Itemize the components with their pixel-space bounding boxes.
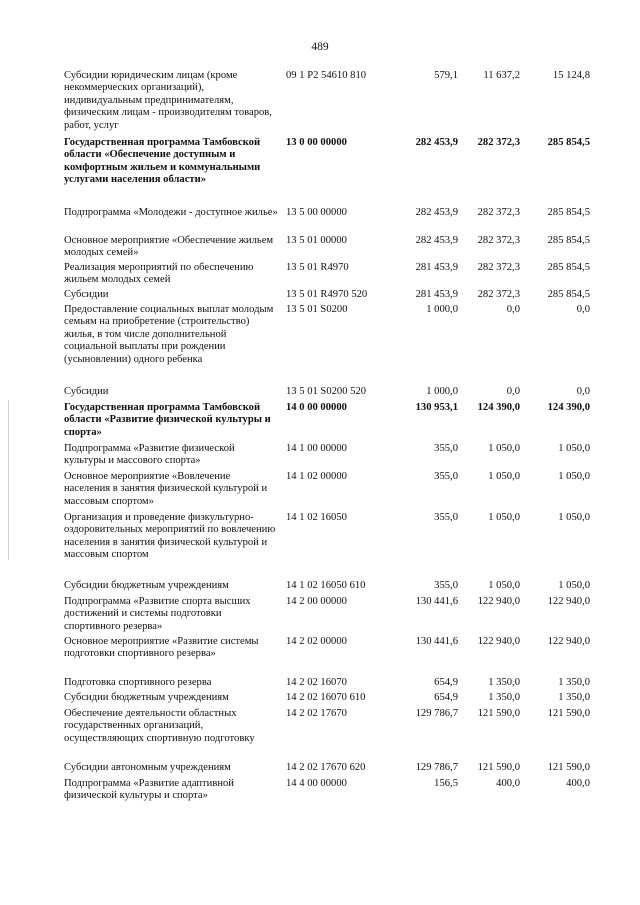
row-name: Основное мероприятие «Развитие системы подготовки спортивного резерва» bbox=[64, 636, 259, 660]
row-value-year1: 654,9 bbox=[434, 677, 458, 688]
row-value-year1: 579,1 bbox=[434, 70, 458, 81]
row-value-year3: 122 940,0 bbox=[547, 636, 590, 647]
row-value-year2: 1 050,0 bbox=[488, 443, 520, 454]
row-value-year1: 355,0 bbox=[434, 512, 458, 523]
row-value-year2: 122 940,0 bbox=[477, 636, 520, 647]
row-name: Субсидии бюджетным учреждениям bbox=[64, 692, 229, 703]
row-code: 14 2 02 16070 610 bbox=[286, 692, 366, 703]
row-name: Реализация мероприятий по обеспечению жильем молодых семей bbox=[64, 262, 254, 286]
row-name: Субсидии автономным учреждениям bbox=[64, 762, 231, 773]
row-value-year2: 0,0 bbox=[506, 304, 520, 315]
row-code: 14 2 02 17670 bbox=[286, 708, 347, 719]
row-value-year2: 282 372,3 bbox=[477, 235, 520, 246]
row-name: Подготовка спортивного резерва bbox=[64, 677, 212, 688]
row-value-year2: 282 372,3 bbox=[477, 207, 520, 218]
row-code: 14 2 02 16070 bbox=[286, 677, 347, 688]
row-code: 13 0 00 00000 bbox=[286, 137, 347, 148]
row-value-year3: 121 590,0 bbox=[547, 708, 590, 719]
row-code: 13 5 00 00000 bbox=[286, 207, 347, 218]
row-code: 13 5 01 R4970 520 bbox=[286, 289, 368, 300]
row-value-year1: 355,0 bbox=[434, 580, 458, 591]
row-value-year3: 1 050,0 bbox=[558, 443, 590, 454]
row-value-year2: 11 637,2 bbox=[483, 70, 520, 81]
row-value-year2: 282 372,3 bbox=[477, 262, 520, 273]
row-code: 13 5 01 00000 bbox=[286, 235, 347, 246]
row-value-year1: 156,5 bbox=[434, 778, 458, 789]
row-value-year3: 285 854,5 bbox=[547, 137, 590, 148]
page-number: 489 bbox=[311, 41, 329, 53]
row-value-year2: 122 940,0 bbox=[477, 596, 520, 607]
row-value-year2: 1 350,0 bbox=[488, 692, 520, 703]
row-value-year2: 400,0 bbox=[496, 778, 520, 789]
row-value-year2: 121 590,0 bbox=[477, 762, 520, 773]
row-code: 14 1 02 00000 bbox=[286, 471, 347, 482]
row-value-year3: 285 854,5 bbox=[547, 207, 590, 218]
row-value-year3: 285 854,5 bbox=[547, 262, 590, 273]
row-value-year1: 355,0 bbox=[434, 471, 458, 482]
row-value-year2: 121 590,0 bbox=[477, 708, 520, 719]
row-value-year1: 355,0 bbox=[434, 443, 458, 454]
row-code: 14 2 02 00000 bbox=[286, 636, 347, 647]
row-code: 13 5 01 R4970 bbox=[286, 262, 349, 273]
row-value-year2: 1 350,0 bbox=[488, 677, 520, 688]
row-name: Подпрограмма «Развитие спорта высших достижений и системы подготовки спортивного резерва» bbox=[64, 596, 251, 632]
row-value-year2: 1 050,0 bbox=[488, 580, 520, 591]
row-value-year2: 0,0 bbox=[506, 386, 520, 397]
row-name: Подпрограмма «Развитие адаптивной физической культуры и спорта» bbox=[64, 778, 234, 802]
row-value-year3: 1 050,0 bbox=[558, 471, 590, 482]
row-code: 14 0 00 00000 bbox=[286, 402, 347, 413]
row-value-year1: 282 453,9 bbox=[415, 235, 458, 246]
scan-margin-mark bbox=[8, 400, 9, 560]
row-name: Субсидии бюджетным учреждениям bbox=[64, 580, 229, 591]
row-value-year3: 122 940,0 bbox=[547, 596, 590, 607]
row-value-year3: 15 124,8 bbox=[552, 70, 590, 81]
row-value-year2: 1 050,0 bbox=[488, 512, 520, 523]
row-value-year3: 1 350,0 bbox=[558, 677, 590, 688]
row-name: Государственная программа Тамбовской области «Развитие физической культуры и спорта» bbox=[64, 402, 271, 438]
row-code: 14 1 02 16050 610 bbox=[286, 580, 366, 591]
row-name: Субсидии юридическим лицам (кроме некоммерческих организаций), индивидуальным предпринимателям, физическим лицам - производителям товаров, работ, услуг bbox=[64, 70, 272, 131]
row-name: Организация и проведение физкультурно-оздоровительных мероприятий по вовлечению населения в занятия физической культурой и массовым спортом bbox=[64, 512, 276, 561]
row-code: 14 1 02 16050 bbox=[286, 512, 347, 523]
row-value-year3: 121 590,0 bbox=[547, 762, 590, 773]
row-value-year1: 129 786,7 bbox=[415, 708, 458, 719]
row-value-year3: 1 050,0 bbox=[558, 580, 590, 591]
row-value-year1: 130 953,1 bbox=[415, 402, 458, 413]
row-value-year1: 281 453,9 bbox=[415, 289, 458, 300]
row-value-year2: 124 390,0 bbox=[477, 402, 520, 413]
row-code: 14 4 00 00000 bbox=[286, 778, 347, 789]
row-value-year1: 129 786,7 bbox=[415, 762, 458, 773]
row-value-year1: 654,9 bbox=[434, 692, 458, 703]
row-name: Обеспечение деятельности областных государственных организаций, осуществляющих спортивную подготовку bbox=[64, 708, 255, 744]
row-value-year1: 130 441,6 bbox=[415, 596, 458, 607]
row-name: Субсидии bbox=[64, 386, 109, 397]
row-value-year3: 1 350,0 bbox=[558, 692, 590, 703]
row-value-year1: 1 000,0 bbox=[426, 386, 458, 397]
row-code: 14 2 02 17670 620 bbox=[286, 762, 366, 773]
row-name: Предоставление социальных выплат молодым семьям на приобретение (строительство) жилья, в том числе дополнительной социальной выплаты при рождении (усыновлении) одного ребенка bbox=[64, 304, 274, 365]
row-name: Основное мероприятие «Вовлечение населения в занятия физической культурой и массовым спортом» bbox=[64, 471, 268, 507]
row-value-year2: 282 372,3 bbox=[477, 289, 520, 300]
row-value-year1: 1 000,0 bbox=[426, 304, 458, 315]
row-code: 13 5 01 S0200 bbox=[286, 304, 348, 315]
row-code: 14 2 00 00000 bbox=[286, 596, 347, 607]
row-value-year1: 281 453,9 bbox=[415, 262, 458, 273]
row-value-year3: 0,0 bbox=[576, 304, 590, 315]
row-value-year2: 1 050,0 bbox=[488, 471, 520, 482]
row-name: Подпрограмма «Развитие физической культуры и массового спорта» bbox=[64, 443, 235, 467]
row-value-year3: 285 854,5 bbox=[547, 289, 590, 300]
row-name: Основное мероприятие «Обеспечение жильем молодых семей» bbox=[64, 235, 274, 259]
row-value-year3: 0,0 bbox=[576, 386, 590, 397]
row-name: Государственная программа Тамбовской области «Обеспечение доступным и комфортным жильем и коммунальными услугами населения области» bbox=[64, 137, 261, 186]
row-name: Субсидии bbox=[64, 289, 109, 300]
row-name: Подпрограмма «Молодежи - доступное жилье» bbox=[64, 207, 278, 218]
row-value-year1: 130 441,6 bbox=[415, 636, 458, 647]
row-value-year1: 282 453,9 bbox=[415, 207, 458, 218]
row-value-year3: 285 854,5 bbox=[547, 235, 590, 246]
row-code: 09 1 P2 54610 810 bbox=[286, 70, 367, 81]
row-value-year3: 124 390,0 bbox=[547, 402, 590, 413]
row-value-year3: 400,0 bbox=[566, 778, 590, 789]
row-code: 13 5 01 S0200 520 bbox=[286, 386, 367, 397]
row-code: 14 1 00 00000 bbox=[286, 443, 347, 454]
row-value-year3: 1 050,0 bbox=[558, 512, 590, 523]
row-value-year2: 282 372,3 bbox=[477, 137, 520, 148]
row-value-year1: 282 453,9 bbox=[415, 137, 458, 148]
